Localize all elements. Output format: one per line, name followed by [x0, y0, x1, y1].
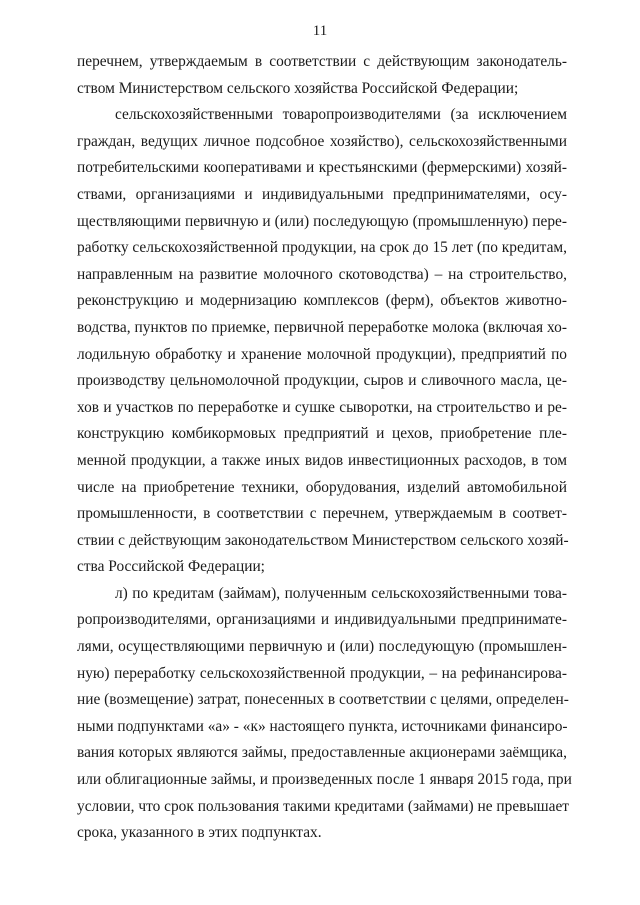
text-line: потребительскими кооперативами и крестьянскими (фермерскими) хозяй-: [77, 159, 567, 177]
paragraph-continuation: [77, 49, 567, 102]
text-line: ства Российской Федерации;: [77, 558, 265, 576]
text-line: конструкцию комбикормовых предприятий и цехов, приобретение пле-: [77, 425, 567, 443]
text-line: л) по кредитам (займам), полученным сельскохозяйственными това-: [115, 584, 567, 602]
text-line: менной продукции, а также иных видов инвестиционных расходов, в том: [77, 451, 567, 469]
text-line: работку сельскохозяйственной продукции, на срок до 15 лет (по кредитам,: [77, 239, 567, 257]
text-line: срока, указанного в этих подпунктах.: [77, 824, 322, 842]
text-line: ством Министерством сельского хозяйства Российской Федерации;: [77, 79, 519, 97]
text-line: ропроизводителями, организациями и индивидуальными предпринимате-: [77, 611, 567, 629]
text-line: направленным на развитие молочного скотоводства) – на строительство,: [77, 265, 567, 283]
paragraph-producers: [77, 102, 567, 581]
text-line: лями, осуществляющими первичную и (или) последующую (промышлен-: [77, 638, 567, 656]
text-line: условии, что срок пользования такими кредитами (займами) не превышает: [77, 797, 570, 815]
text-line: граждан, ведущих личное подсобное хозяйство), сельскохозяйственными: [77, 132, 567, 150]
text-line: ствами, организациями и индивидуальными предпринимателями, осу-: [77, 185, 567, 203]
text-line: сельскохозяйственными товаропроизводителями (за исключением: [115, 106, 567, 124]
text-line: промышленности, в соответствии с перечнем, утверждаемым в соответ-: [77, 505, 567, 523]
text-line: ществляющими первичную и (или) последующую (промышленную) пере-: [77, 212, 567, 230]
text-line: перечнем, утверждаемым в соответствии с действующим законодатель-: [77, 53, 567, 70]
text-line: водства, пунктов по приемке, первичной переработке молока (включая хо-: [77, 318, 567, 336]
text-line: числе на приобретение техники, оборудования, изделий автомобильной: [77, 478, 567, 496]
text-line: лодильную обработку и хранение молочной продукции), предприятий по: [77, 345, 567, 363]
page-number: 11: [312, 23, 328, 39]
text-line: ными подпунктами «а» - «к» настоящего пункта, источниками финансиро-: [77, 717, 568, 735]
paragraph-item-l: [77, 581, 572, 847]
text-line: реконструкцию и модернизацию комплексов (ферм), объектов животно-: [77, 292, 567, 310]
document-body: [77, 49, 572, 847]
text-line: или облигационные займы, и произведенных после 1 января 2015 года, при: [77, 771, 572, 789]
text-line: ствии с действующим законодательством Министерством сельского хозяй-: [77, 531, 569, 549]
text-line: ние (возмещение) затрат, понесенных в соответствии с целями, определен-: [77, 691, 569, 709]
text-line: производству цельномолочной продукции, сыров и сливочного масла, це-: [77, 372, 567, 390]
text-line: вания которых являются займы, предоставленные акционерами заёмщика,: [77, 744, 567, 762]
text-line: ную) переработку сельскохозяйственной продукции, – на рефинансирова-: [77, 664, 567, 682]
text-line: хов и участков по переработке и сушке сыворотки, на строительство и ре-: [77, 398, 567, 416]
